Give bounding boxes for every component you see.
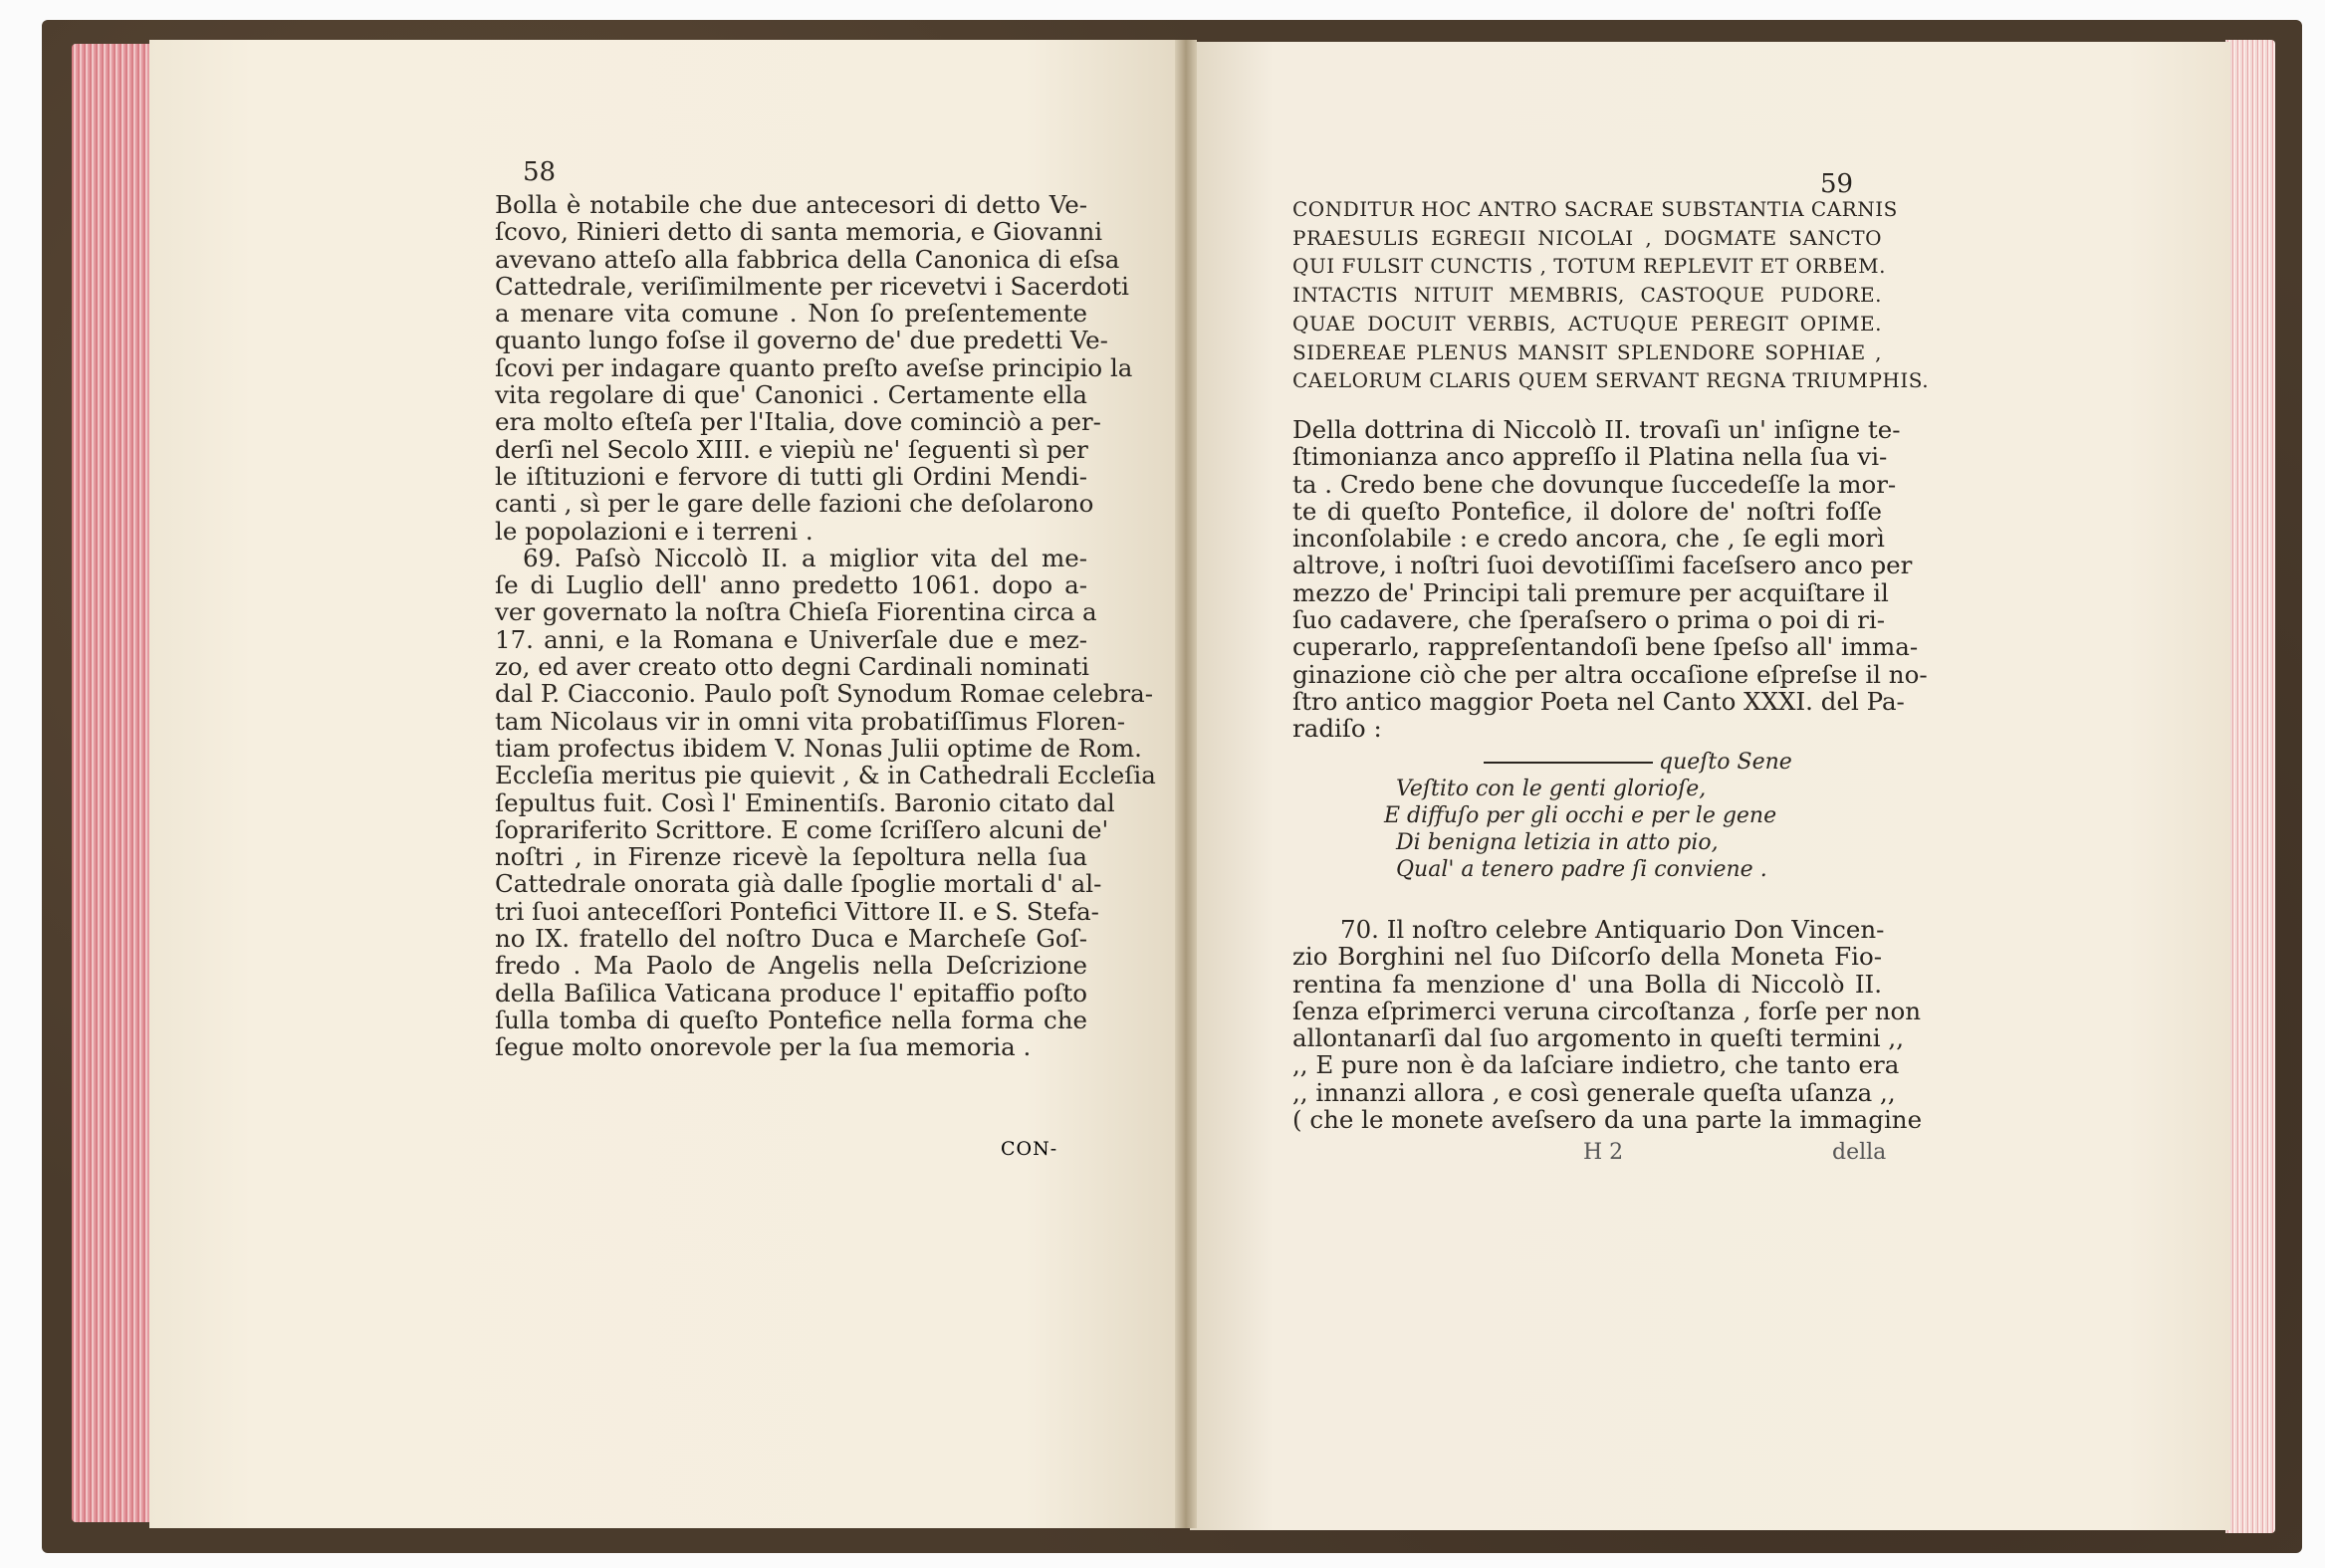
text-line: ( che le monete aveſsero da una parte la immagine [1292, 1105, 1923, 1135]
page-edges-right [2225, 40, 2275, 1533]
text-line: ſcovo, Rinieri detto di santa memoria, e Giovanni [495, 217, 1103, 247]
right-paragraph-2 [1292, 915, 1923, 1135]
text-line: mezzo de' Principi tali premure per acquiſtare il [1292, 577, 1889, 607]
epitaph-line: SIDEREAE PLENUS MANSIT SPLENDORE SOPHIAE , [1292, 339, 1882, 364]
verse-line-text: queſto Sene [1659, 750, 1792, 775]
text-line: tam Nicolaus vir in omni vita probatiſſimus Floren- [495, 706, 1125, 736]
text-line: radiſo : [1292, 714, 1382, 744]
text-line: 69. Paſsò Niccolò II. a miglior vita del me- [523, 543, 1087, 572]
right-paragraph-1 [1292, 415, 1928, 744]
text-line: Bolla è notabile che due antecesori di detto Ve- [495, 190, 1087, 219]
text-line: le popolazioni e i terreni . [495, 516, 814, 546]
text-line: cuperarlo, rappreſentandoſi bene ſpeſso all' imma- [1292, 632, 1919, 662]
text-line: fredo . Ma Paolo de Angelis nella Deſcrizione [495, 951, 1087, 981]
epitaph-line: CONDITUR HOC ANTRO SACRAE SUBSTANTIA CARNIS [1292, 197, 1898, 221]
epitaph-line: QUAE DOCUIT VERBIS, ACTUQUE PEREGIT OPIME. [1292, 311, 1882, 336]
right-page-number: 59 [1820, 169, 1854, 199]
book-gutter [1175, 40, 1197, 1528]
text-line: noſtri , in Firenze ricevè la ſepoltura nella ſua [495, 842, 1087, 872]
left-catchword: CON- [1001, 1138, 1058, 1160]
text-line: rentina fa menzione d' una Bolla di Niccolò II. [1292, 969, 1882, 999]
text-line: te di queſto Pontefice, il dolore de' noſtri foſſe [1292, 496, 1882, 526]
text-line: Cattedrale, veriſimilmente per ricevetvi i Sacerdoti [495, 271, 1129, 301]
text-line: avevano atteſo alla fabbrica della Canonica di eſsa [495, 244, 1120, 274]
left-page-number: 58 [523, 157, 557, 187]
verse-dash-rule [1484, 762, 1653, 764]
text-line: zo, ed aver creato otto degni Cardinali nominati [495, 652, 1089, 682]
text-line: derſi nel Secolo XIII. e viepiù ne' ſeguenti sì per [495, 434, 1088, 464]
text-line: inconſolabile : e credo ancora, che , ſe egli morì [1292, 524, 1885, 554]
text-line: 17. anni, e la Romana e Univerſale due e mez- [495, 624, 1087, 654]
epitaph [1292, 195, 1930, 395]
signature-mark: H 2 [1583, 1140, 1624, 1165]
left-page-text [495, 190, 1156, 1062]
text-line: ſcovi per indagare quanto preſto aveſse principio la [495, 352, 1133, 382]
epitaph-line: QUI FULSIT CUNCTIS , TOTUM REPLEVIT ET ORBEM. [1292, 254, 1886, 279]
text-line: ta . Credo bene che dovunque ſuccedeſſe la mor- [1292, 469, 1897, 499]
text-line: ,, E pure non è da laſciare indietro, che tanto era [1292, 1050, 1900, 1080]
verse-line: Qual' a tenero padre ſi conviene . [1396, 857, 1767, 882]
text-line: ,, innanzi allora , e così generale queſta uſanza ,, [1292, 1077, 1896, 1107]
text-line: ſtimonianza anco appreſſo il Platina nella ſua vi- [1292, 442, 1888, 472]
text-line: della Baſilica Vaticana produce l' epitaffio poſto [495, 978, 1087, 1008]
verse-line: Di benigna letizia in atto pio, [1396, 830, 1719, 855]
text-line: altrove, i noſtri ſuoi devotiſſimi faceſsero anco per [1292, 551, 1913, 580]
text-line: tri ſuoi anteceſſori Pontefici Vittore II. e S. Stefa- [495, 896, 1099, 926]
text-line: tiam profectus ibidem V. Nonas Julii optime de Rom. [495, 733, 1142, 763]
text-line: ſepultus fuit. Così l' Eminentiſs. Baronio citato dal [495, 787, 1115, 817]
text-line: no IX. fratello del noſtro Duca e Marcheſe Goſ- [495, 924, 1087, 954]
text-line: era molto eſteſa per l'Italia, dove cominciò a per- [495, 407, 1101, 437]
text-line: ver governato la noſtra Chieſa Fiorentina circa a [495, 597, 1097, 627]
text-line: ſegue molto onorevole per la ſua memoria . [495, 1032, 1032, 1062]
verse-line: E diffuſo per gli occhi e per le gene [1384, 803, 1777, 828]
text-line: dal P. Ciacconio. Paulo poſt Synodum Romae celebra- [495, 679, 1153, 709]
text-line: 70. Il noſtro celebre Antiquario Don Vincen- [1340, 915, 1885, 944]
text-line: le iſtituzioni e fervore di tutti gli Ordini Mendi- [495, 461, 1087, 491]
text-line: canti , sì per le gare delle fazioni che deſolarono [495, 489, 1094, 519]
text-line: vita regolare di que' Canonici . Certamente ella [495, 380, 1087, 410]
text-line: ſenza eſprimerci veruna circoſtanza , forſe per non [1292, 996, 1922, 1025]
verse-line [1384, 749, 1882, 776]
epitaph-line: CAELORUM CLARIS QUEM SERVANT REGNA TRIUMPHIS. [1292, 368, 1930, 393]
text-line: ſulla tomba di queſto Pontefice nella forma che [495, 1005, 1087, 1034]
text-line: quanto lungo foſse il governo de' due predetti Ve- [495, 326, 1108, 355]
text-line: ſtro antico maggior Poeta nel Canto XXXI. del Pa- [1292, 686, 1905, 716]
text-line: Della dottrina di Niccolò II. trovaſi un' inſigne te- [1292, 415, 1901, 444]
text-line: ſoprariferito Scrittore. E come ſcriſſero alcuni de' [495, 814, 1109, 844]
epitaph-line: PRAESULIS EGREGII NICOLAI , DOGMATE SANCTO [1292, 225, 1882, 250]
text-line: ſuo cadavere, che ſperaſsero o prima o poi di ri- [1292, 605, 1885, 635]
text-line: zio Borghini nel ſuo Diſcorſo della Moneta Fio- [1292, 942, 1882, 972]
text-line: ginazione ciò che per altra occaſione eſpreſse il no- [1292, 659, 1928, 689]
text-line: allontanarſi dal ſuo argomento in queſti termini ,, [1292, 1023, 1904, 1053]
text-line: Eccleſia meritus pie quievit , & in Cathedrali Eccleſia [495, 761, 1156, 790]
text-line: Cattedrale onorata già dalle ſpoglie mortali d' al- [495, 869, 1102, 899]
verse-line: Veſtito con le genti glorioſe, [1396, 777, 1707, 801]
epitaph-line: INTACTIS NITUIT MEMBRIS, CASTOQUE PUDORE. [1292, 283, 1882, 308]
text-line: a menare vita comune . Non ſo preſentemente [495, 299, 1087, 329]
dante-verse [1384, 749, 1882, 883]
text-line: ſe di Luglio dell' anno predetto 1061. dopo a- [495, 570, 1087, 600]
page-edges-left [72, 44, 151, 1522]
right-catchword: della [1832, 1140, 1887, 1165]
